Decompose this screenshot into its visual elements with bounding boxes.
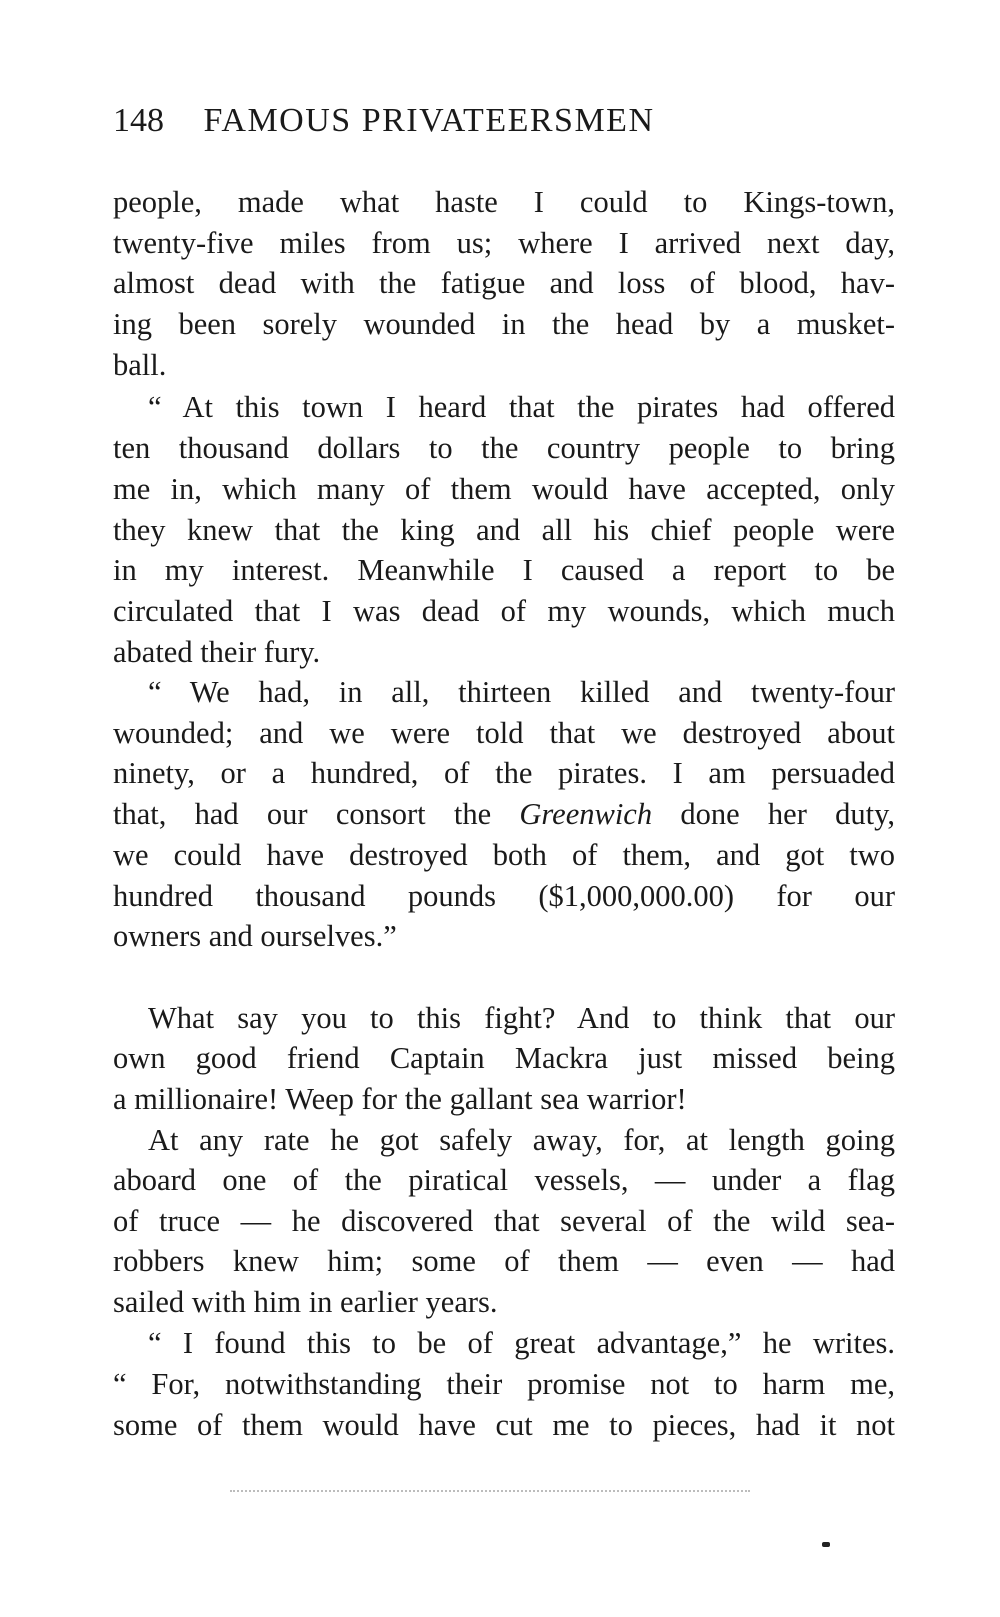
text-line: owners and ourselves.” bbox=[113, 919, 397, 953]
text-line: ten thousand dollars to the country people to bring bbox=[113, 431, 895, 465]
text-line: me in, which many of them would have accepted, only bbox=[113, 472, 895, 506]
text-line: circulated that I was dead of my wounds, which much bbox=[113, 594, 895, 628]
text-line: people, made what haste I could to Kings-town, bbox=[113, 185, 895, 219]
text-line: they knew that the king and all his chief people were bbox=[113, 513, 895, 547]
text-line: robbers knew him; some of them — even — had bbox=[113, 1244, 895, 1278]
text-line: ninety, or a hundred, of the pirates. I am persuaded bbox=[113, 756, 895, 790]
text-line: “ At this town I heard that the pirates had offered bbox=[148, 390, 895, 424]
text-line: abated their fury. bbox=[113, 635, 321, 669]
text-line: of truce — he discovered that several of the wild sea- bbox=[113, 1204, 895, 1238]
text-line: own good friend Captain Mackra just missed being bbox=[113, 1041, 895, 1075]
text-line: aboard one of the piratical vessels, — under a flag bbox=[113, 1163, 895, 1197]
text-line: in my interest. Meanwhile I caused a report to be bbox=[113, 553, 895, 587]
scan-artifact-mark bbox=[822, 1542, 830, 1547]
text-line: hundred thousand pounds ($1,000,000.00) for our bbox=[113, 879, 895, 913]
text-line: a millionaire! Weep for the gallant sea warrior! bbox=[113, 1082, 687, 1116]
text-line: ing been sorely wounded in the head by a musket- bbox=[113, 307, 895, 341]
text-line: wounded; and we were told that we destroyed about bbox=[113, 716, 895, 750]
text-segment: that, had our consort the bbox=[113, 797, 520, 831]
text-line: “ I found this to be of great advantage,” he writes. bbox=[148, 1326, 895, 1360]
text-line: sailed with him in earlier years. bbox=[113, 1285, 498, 1319]
text-line: twenty-five miles from us; where I arrived next day, bbox=[113, 226, 895, 260]
book-title: FAMOUS PRIVATEERSMEN bbox=[203, 102, 655, 139]
text-line: What say you to this fight? And to think that our bbox=[148, 1001, 895, 1035]
text-line: “ For, notwithstanding their promise not to harm me, bbox=[113, 1367, 895, 1401]
text-line: some of them would have cut me to pieces, had it not bbox=[113, 1408, 895, 1442]
text-line: “ We had, in all, thirteen killed and twenty-four bbox=[148, 675, 895, 709]
text-line: At any rate he got safely away, for, at length going bbox=[148, 1123, 895, 1157]
text-line: ball. bbox=[113, 348, 167, 382]
text-line: we could have destroyed both of them, and got two bbox=[113, 838, 895, 872]
text-line: almost dead with the fatigue and loss of blood, hav- bbox=[113, 266, 895, 300]
scan-artifact-dots bbox=[230, 1490, 750, 1498]
ship-name: Greenwich bbox=[519, 797, 653, 831]
running-head bbox=[113, 96, 813, 146]
text-segment: done her duty, bbox=[652, 797, 895, 831]
page-number: 148 bbox=[113, 102, 164, 139]
text-line bbox=[113, 794, 895, 835]
